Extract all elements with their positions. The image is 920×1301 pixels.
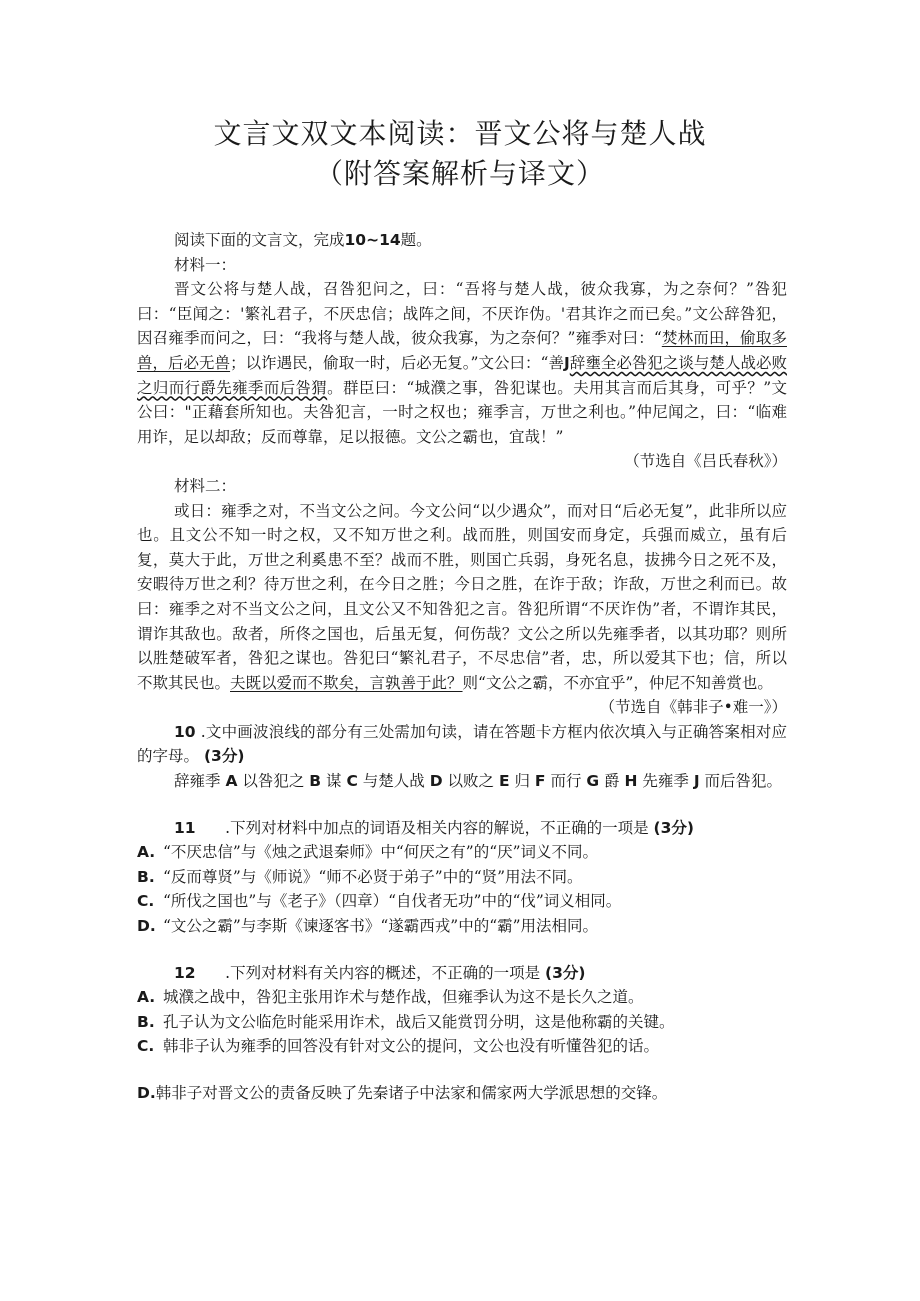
option-text: “不厌忠信”与《烛之武退秦师》中“何厌之有”的“厌”词义不同。 (163, 843, 599, 862)
option-b (137, 865, 787, 890)
question-12: 12 .下列对材料有关内容的概述，不正确的一项是 (3分) (174, 963, 586, 982)
option-text: 城濮之战中，咎犯主张用诈术与楚作战，但雍季认为这不是长久之道。 (163, 988, 644, 1007)
answer-letter: H (624, 772, 638, 791)
material2-text: 或日：雍季之对，不当文公之问。今文公问“以少遇众”，而对日“后必无复”，此非所以应也。且文公不知一时之权，又不知万世之利。战而胜，则国安而身定，兵强而威立，虽有后复，莫大于此，万世之利奚患不至？战而不胜，则国亡兵弱，身死名息，拔拂今日之死不及，安暇待万世之利？待万世之利，在今日之胜；今日之胜，在诈于敌；诈敌，万世之利而已。故曰：雍季之对不当文公之问，且文公又不知咎犯之言。咎犯所谓“不厌诈伪”者，不谓诈其民，谓诈其敌也。敌者，所佟之国也，后虽无复，何伤哉？文公之所以先雍季者，以其功耶？则所以胜楚破军者，咎犯之谋也。咎犯曰“繁礼君子，不尽忠信”者，忠，所以爱其下也；信，所以不欺其民也。夫既以爱而不欺矣，言孰善于此？则“文公之霸，不亦宜乎”，仲尼不知善赏也。 (137, 501, 787, 692)
option-key: D. (137, 917, 156, 936)
option-key: C. (137, 1037, 155, 1056)
answer-letter: A (225, 772, 238, 791)
sequence-text: 辞雍季 (174, 772, 226, 791)
answer-letter: F (534, 772, 546, 791)
question-11-options (137, 840, 787, 938)
sequence-text: 以败之 (442, 772, 499, 791)
option-key: C. (137, 892, 155, 911)
option-a (137, 985, 787, 1010)
option-key: A. (137, 843, 156, 862)
underlined-sentence: 焚林而田，偷取多兽，后必无兽 (137, 329, 787, 372)
wavy-mark: J (564, 353, 570, 372)
document-subtitle: （附答案解析与译文） (314, 157, 605, 190)
wavy-line-passage: 辞壅全必咎犯之谈与楚人战必败之归而行爵先雍季而后咎猬 (137, 353, 787, 397)
answer-letter: B (309, 772, 322, 791)
sequence-text: 而行 (545, 772, 587, 791)
option-key: B. (137, 867, 155, 886)
material2-source: （节选自《韩非子•难一》） (599, 698, 787, 717)
answer-letter: D (429, 772, 443, 791)
question-range: 10~14 (344, 231, 401, 249)
sequence-text: 爵 (599, 772, 625, 791)
option-text: 韩非子认为雍季的回答没有针对文公的提问，文公也没有听懂咎犯的话。 (163, 1037, 660, 1056)
sequence-text: 而后咎犯。 (699, 772, 783, 791)
sequence-text: 谋 (321, 772, 347, 791)
question-11: 11 .下列对材料中加点的词语及相关内容的解说，不正确的一项是 (3分) (174, 818, 694, 837)
question-12-options (137, 985, 787, 1059)
option-c (137, 889, 787, 914)
document-title: 文言文双文本阅读：晋文公将与楚人战 (213, 117, 707, 150)
material1-text: 晋文公将与楚人战，召咎犯问之，曰：“吾将与楚人战，彼众我寡，为之奈何？”咎犯曰：“臣闻之：'繁礼君子，不厌忠信；战阵之间，不厌诈伪。'君其诈之而已矣。”文公辞咎犯，因召雍季而问之，曰：“我将与楚人战，彼众我寡，为之奈何？”雍季对曰：“焚林而田，偷取多兽，后必无兽；以诈遇民，偷取一时，后必无复。”文公曰：“善J辞壅全必咎犯之谈与楚人战必败之归而行爵先雍季而后咎猬。群臣曰：“城濮之事，咎犯谋也。夫用其言而后其身，可乎？”文公曰："正藉套所知也。夫咎犯言，一时之权也；雍季言，万世之利也。”仲尼闻之，曰：“临难用诈，足以却敌；反而尊靠，足以报德。文公之霸也，宜哉！” (137, 280, 787, 446)
sequence-text: 以咎犯之 (237, 772, 310, 791)
answer-letter: J (693, 772, 700, 791)
option-b (137, 1010, 787, 1035)
option-key: B. (137, 1012, 155, 1031)
material2-label: 材料二： (174, 476, 237, 495)
option-text: “反而尊贤”与《师说》“师不必贤于弟子”中的“贤”用法不同。 (163, 867, 583, 886)
instruction: 阅读下面的文言文，完成10~14题。 (174, 231, 432, 249)
sequence-text: 归 (509, 772, 535, 791)
sequence-text: 先雍季 (637, 772, 694, 791)
material1-source: （节选自《吕氏春秋》） (624, 452, 787, 471)
option-c (137, 1034, 787, 1059)
question-10: 10 .文中画波浪线的部分有三处需加句读，请在答题卡方框内依次填入与正确答案相对应的字母。 (3分) (137, 722, 787, 766)
option-a (137, 840, 787, 865)
document-body (137, 228, 787, 1106)
question-12-option-d: D.韩非子对晋文公的责备反映了先秦诸子中法家和儒家两大学派思想的交锋。 (137, 1084, 668, 1102)
answer-letter: C (346, 772, 358, 791)
sequence-text: 与楚人战 (357, 772, 430, 791)
option-text: “所伐之国也”与《老子》（四章）“自伐者无功”中的“伐”词义相同。 (163, 892, 622, 911)
underlined-sentence-2: 夫既以爱而不欺矣，言孰善于此？ (230, 673, 463, 692)
question-10-sequence (137, 769, 787, 794)
option-text: “文公之霸”与李斯《谏逐客书》“遂霸西戎”中的“霸”用法相同。 (163, 917, 599, 936)
material1-label: 材料一： (174, 255, 237, 274)
answer-letter: G (586, 772, 600, 791)
option-key: A. (137, 988, 156, 1007)
answer-letter: E (498, 772, 510, 791)
option-d (137, 914, 787, 939)
option-text: 孔子认为文公临危时能采用诈术，战后又能赏罚分明，这是他称霸的关键。 (163, 1012, 675, 1031)
